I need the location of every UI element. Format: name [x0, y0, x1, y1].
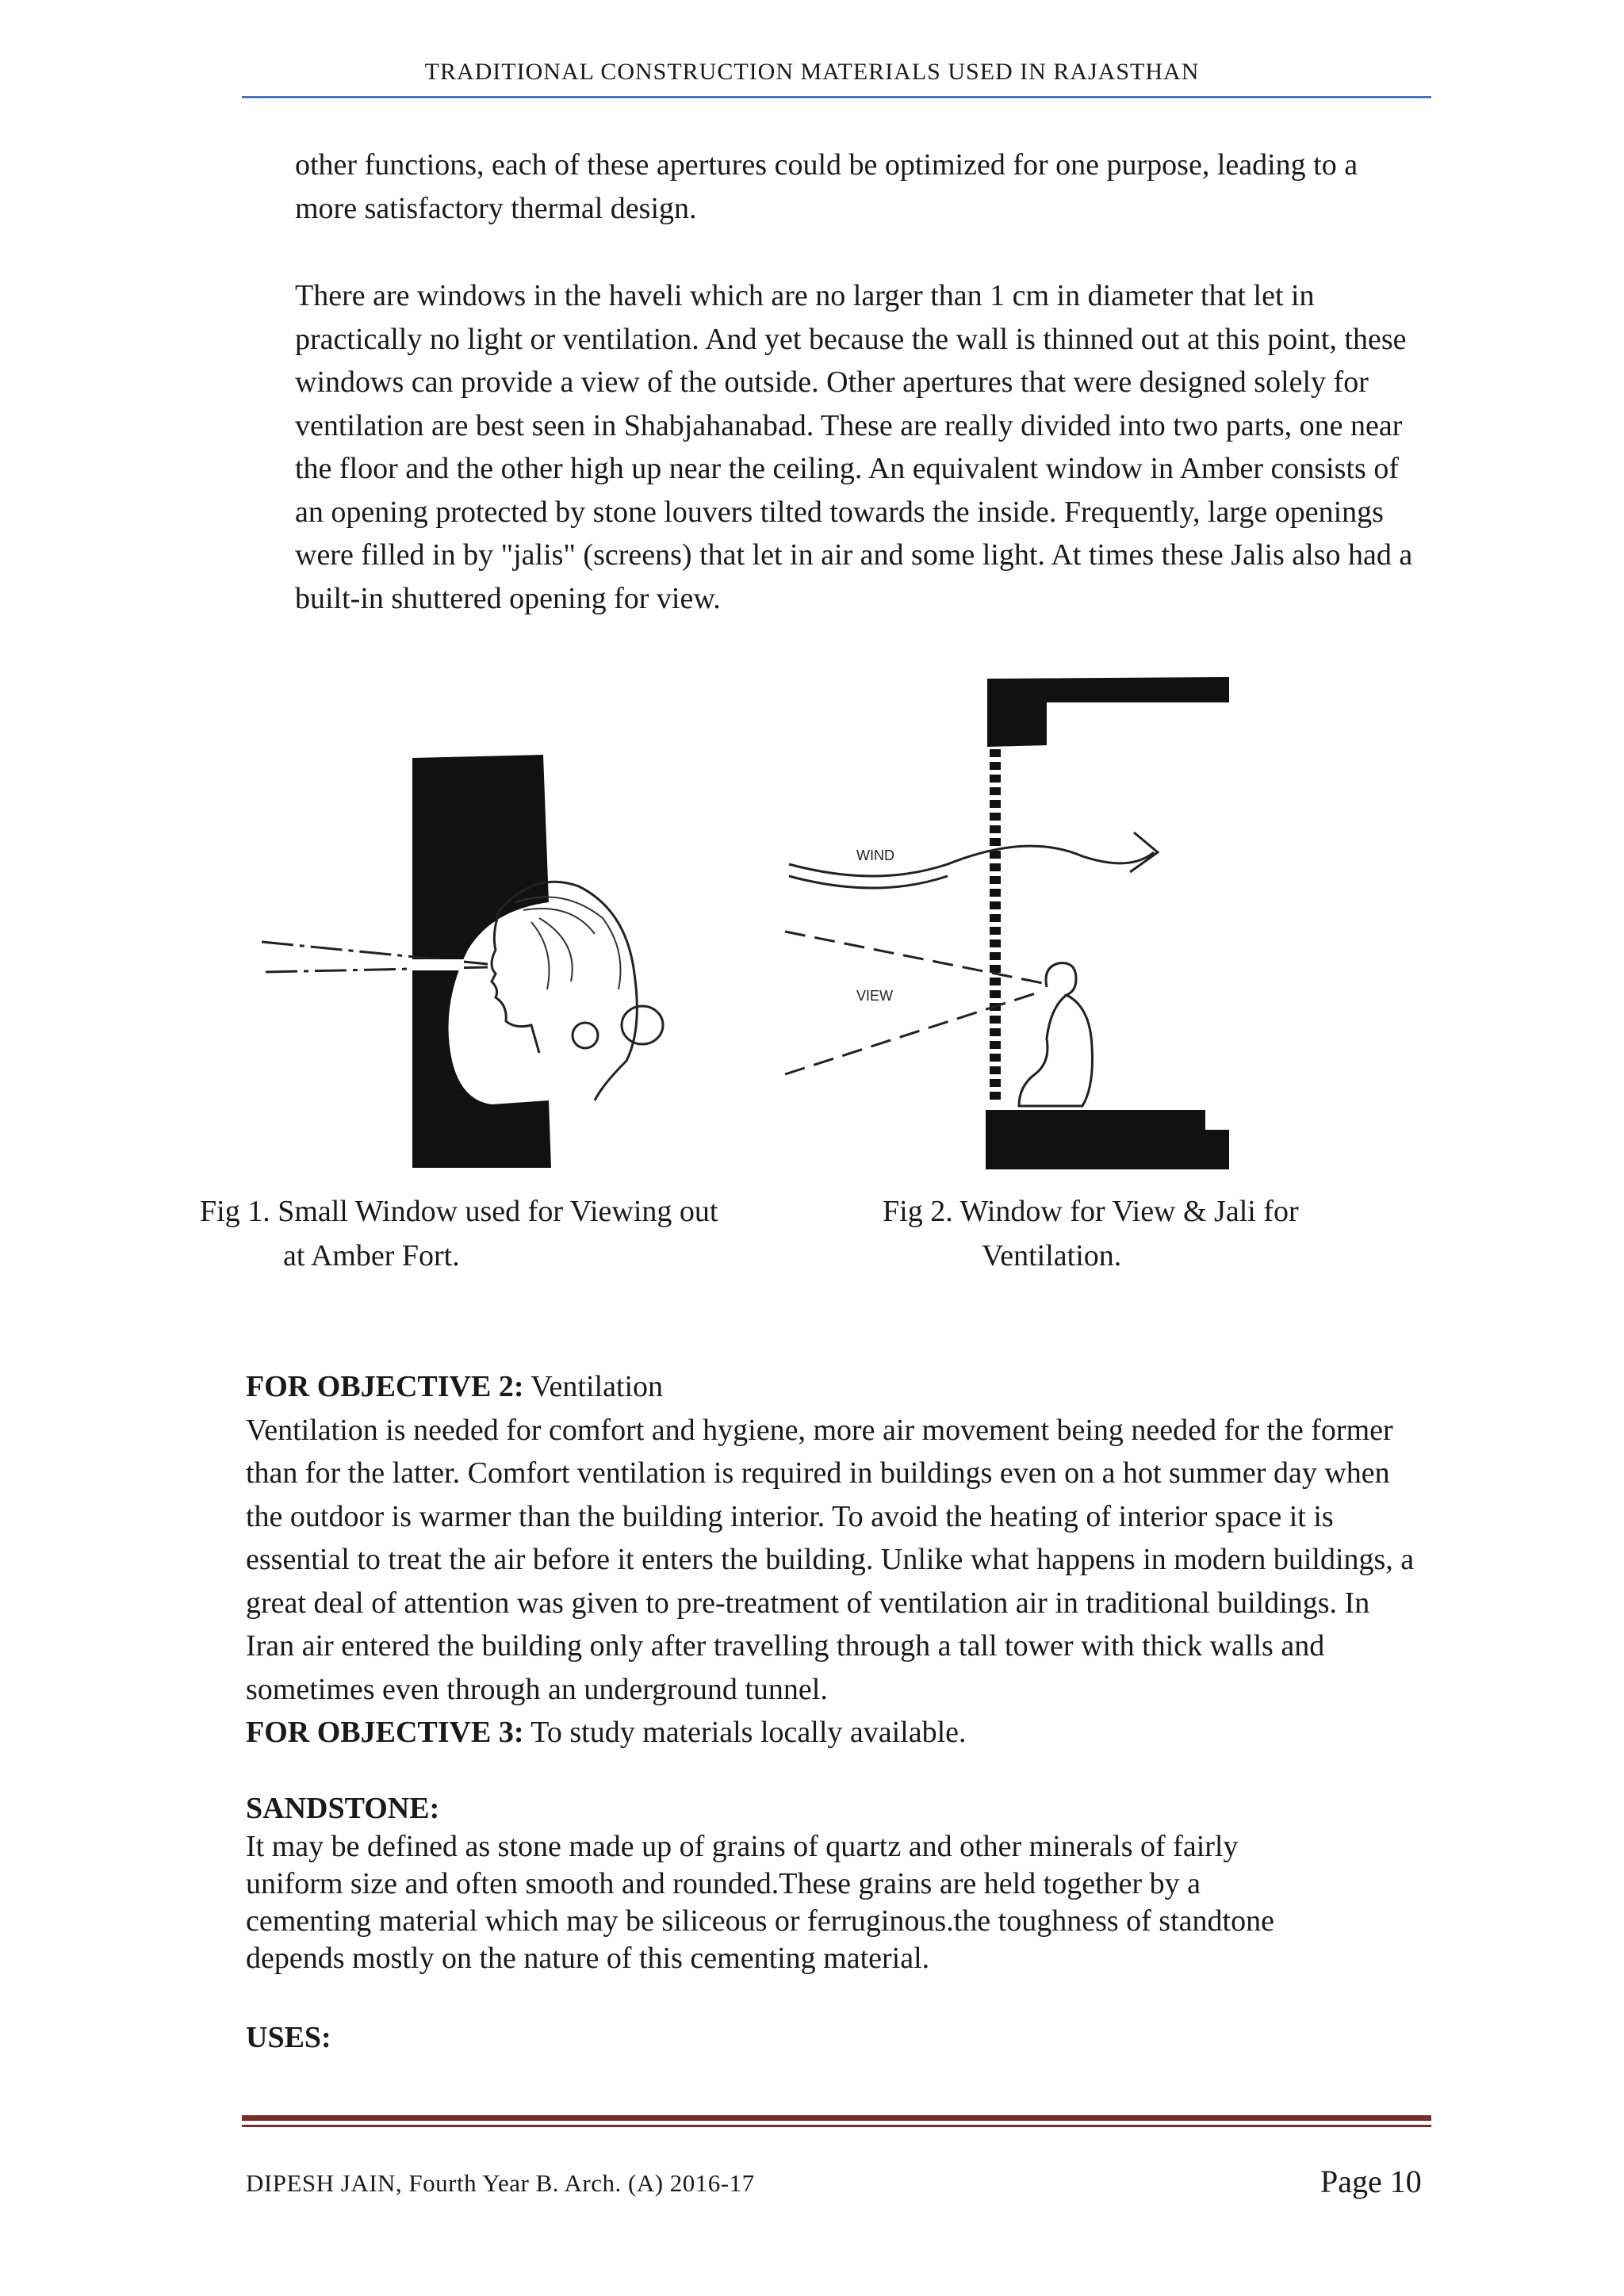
figure-1-small-window — [254, 752, 698, 1172]
footer-author: DIPESH JAIN, Fourth Year B. Arch. (A) 2016-17 — [246, 2169, 755, 2197]
sandstone-line-2: uniform size and often smooth and rounded.These grains are held together by a — [246, 1867, 1201, 1900]
wind-label: WIND — [856, 848, 894, 863]
uses-heading: USES: — [246, 2021, 331, 2054]
earring — [573, 1023, 598, 1048]
window-opening — [412, 959, 464, 970]
upper-wall — [987, 677, 1229, 747]
wind-arrow — [789, 832, 1158, 876]
objectives-section — [246, 1365, 1419, 1755]
view-line-lower — [785, 991, 1043, 1074]
sandstone-heading: SANDSTONE: — [246, 1792, 440, 1825]
sandstone-line-1: It may be defined as stone made up of grains of quartz and other minerals of fairly — [246, 1830, 1239, 1863]
head-outline — [492, 882, 637, 1100]
figure-1-caption-line2: at Amber Fort. — [283, 1239, 460, 1272]
figure-2-caption — [883, 1189, 1358, 1278]
objective-2-text: Ventilation is needed for comfort and hygiene, more air movement being needed for the former than for the latter. Comfort ventilation is required in buildings even on a hot summer day when the outdoor is warmer than the building interior. To avoid the heating of interior space it is essential to treat the air before it enters the building. Unlike what happens in modern buildings, a great deal of attention was given to pre-treatment of ventilation air in traditional buildings. In Iran air entered the building only after travelling through a tall tower with thick walls and sometimes even through an underground tunnel. — [246, 1413, 1415, 1706]
objective-3-topic: To study materials locally available. — [523, 1716, 967, 1749]
objective-2-heading-line — [246, 1365, 1419, 1409]
objective-3-heading-line — [246, 1711, 1419, 1755]
seated-figure — [1019, 963, 1093, 1106]
sandstone-text — [246, 1828, 1411, 1977]
paragraph-apertures: other functions, each of these apertures could be optimized for one purpose, leading to a more satisfactory thermal design. — [295, 148, 1358, 225]
view-line-upper — [785, 932, 1043, 983]
header-divider — [242, 96, 1431, 98]
hair-bun — [622, 1006, 663, 1044]
sandstone-line-4: depends mostly on the nature of this cementing material. — [246, 1942, 930, 1975]
hair-strands — [515, 897, 621, 989]
figure-2-caption-line2: Ventilation. — [982, 1239, 1122, 1272]
running-header: TRADITIONAL CONSTRUCTION MATERIALS USED IN RAJASTHAN — [424, 59, 1200, 85]
sandstone-line-3: cementing material which may be siliceous or ferruginous.the toughness of standtone — [246, 1904, 1274, 1938]
wind-arrow-lower — [789, 876, 948, 888]
footer-divider-thick — [242, 2115, 1431, 2121]
page-number: Page 10 — [1320, 2164, 1422, 2199]
paragraph-haveli-windows: There are windows in the haveli which are no larger than 1 cm in diameter that let in practically no light or ventilation. And yet because the wall is thinned out at this point, these windows can provide a view of the outside. Other apertures that were designed solely for ventilation are best seen in Shabjahanabad. These are really divided into two parts, one near the floor and the other high up near the ceiling. An equivalent window in Amber consists of an opening protected by stone louvers tilted towards the inside. Frequently, large openings were filled in by "jalis" (screens) that let in air and some light. At times these Jalis also had a built-in shuttered opening for view. — [295, 279, 1413, 615]
figure-1-caption-line1: Fig 1. Small Window used for Viewing out — [200, 1195, 718, 1228]
objective-2-heading: FOR OBJECTIVE 2: — [246, 1370, 524, 1403]
footer-divider-thin — [242, 2125, 1431, 2127]
view-label: VIEW — [856, 988, 894, 1004]
figure-1-caption — [200, 1189, 787, 1278]
figure-2-caption-line1: Fig 2. Window for View & Jali for — [883, 1195, 1299, 1228]
floor-platform — [986, 1110, 1229, 1169]
objective-3-heading: FOR OBJECTIVE 3: — [246, 1716, 524, 1749]
figure-2-window-and-jali — [781, 674, 1249, 1181]
objective-2-topic: Ventilation — [523, 1370, 664, 1403]
